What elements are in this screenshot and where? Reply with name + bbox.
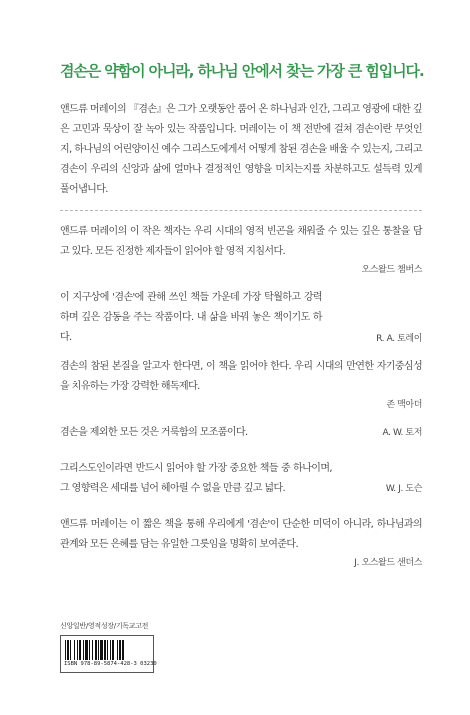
endorsement-text: 그리스도인이라면 반드시 읽어야 할 가장 중요한 책들 중 하나이며, 그 영향력은 세대를 넘어 헤아릴 수 없을 만큼 깊고 넓다. — [60, 463, 332, 494]
endorsement-text: 겸손의 참된 본질을 알고자 한다면, 이 책을 읽어야 한다. 우리 시대의 만연한 자기중심성을 치유하는 가장 강력한 해독제다. — [60, 361, 422, 392]
endorsement — [60, 288, 422, 347]
endorsement — [60, 222, 422, 278]
endorsement-author: R. A. 토레이 — [376, 334, 422, 344]
endorsement-author: A. W. 토저 — [382, 428, 422, 438]
barcode — [60, 635, 157, 673]
endorsement-text: 이 지구상에 '겸손'에 관해 쓰인 책들 가운데 가장 탁월하고 강력하며 깊은 감동을 주는 작품이다. 내 삶을 바꿔 놓은 책이기도 하다. — [60, 292, 322, 343]
endorsement-author: W. J. 도슨 — [385, 484, 422, 494]
endorsement — [60, 459, 422, 497]
endorsement-author: 존 맥아더 — [386, 400, 422, 410]
endorsements — [60, 222, 422, 571]
endorsement — [60, 515, 422, 571]
isbn-number: ISBN 978-89-5874-428-3 03230 — [64, 661, 157, 667]
intro-paragraph: 앤드류 머레이의 『겸손』은 그가 오랫동안 품어 온 하나님과 인간, 그리고 영광에 대한 깊은 고민과 묵상이 잘 녹아 있는 작품입니다. 머레이는 이 책 전반에 걸쳐 겸손이란 무엇인지, 하나님의 어린양이신 예수 그리스도에게서 어떻게 참된 겸손을 배울 수 있는지, 그리고 겸손이 우리의 신앙과 삶에 얼마나 결정적인 영향을 미치는지를 차분하고도 설득력 있게 풀어냅니다. — [60, 104, 422, 195]
headline: 겸손은 약함이 아니라, 하나님 안에서 찾는 가장 큰 힘입니다. — [60, 62, 424, 80]
endorsement-text: 앤드류 머레이는 이 짧은 책을 통해 우리에게 '겸손'이 단순한 미덕이 아니라, 하나님과의 관계와 모든 은혜를 담는 유일한 그릇임을 명확히 보여준다. — [60, 519, 422, 550]
endorsement-author: 오스왈드 챔버스 — [361, 265, 422, 275]
dashed-divider — [60, 210, 422, 211]
endorsement-text: 겸손을 제외한 모든 것은 거룩함의 모조품이다. — [60, 427, 248, 438]
endorsement — [60, 423, 422, 441]
endorsement-author: J. 오스왈드 샌더스 — [354, 558, 422, 568]
book-category: 신앙일반/영적성장/기독교고전 — [60, 622, 149, 630]
barcode-icon — [65, 640, 149, 660]
endorsement — [60, 357, 422, 413]
endorsement-text: 앤드류 머레이의 이 작은 책자는 우리 시대의 영적 빈곤을 채워줄 수 있는 깊은 통찰을 담고 있다. 모든 진정한 제자들이 읽어야 할 영적 지침서다. — [60, 226, 422, 257]
